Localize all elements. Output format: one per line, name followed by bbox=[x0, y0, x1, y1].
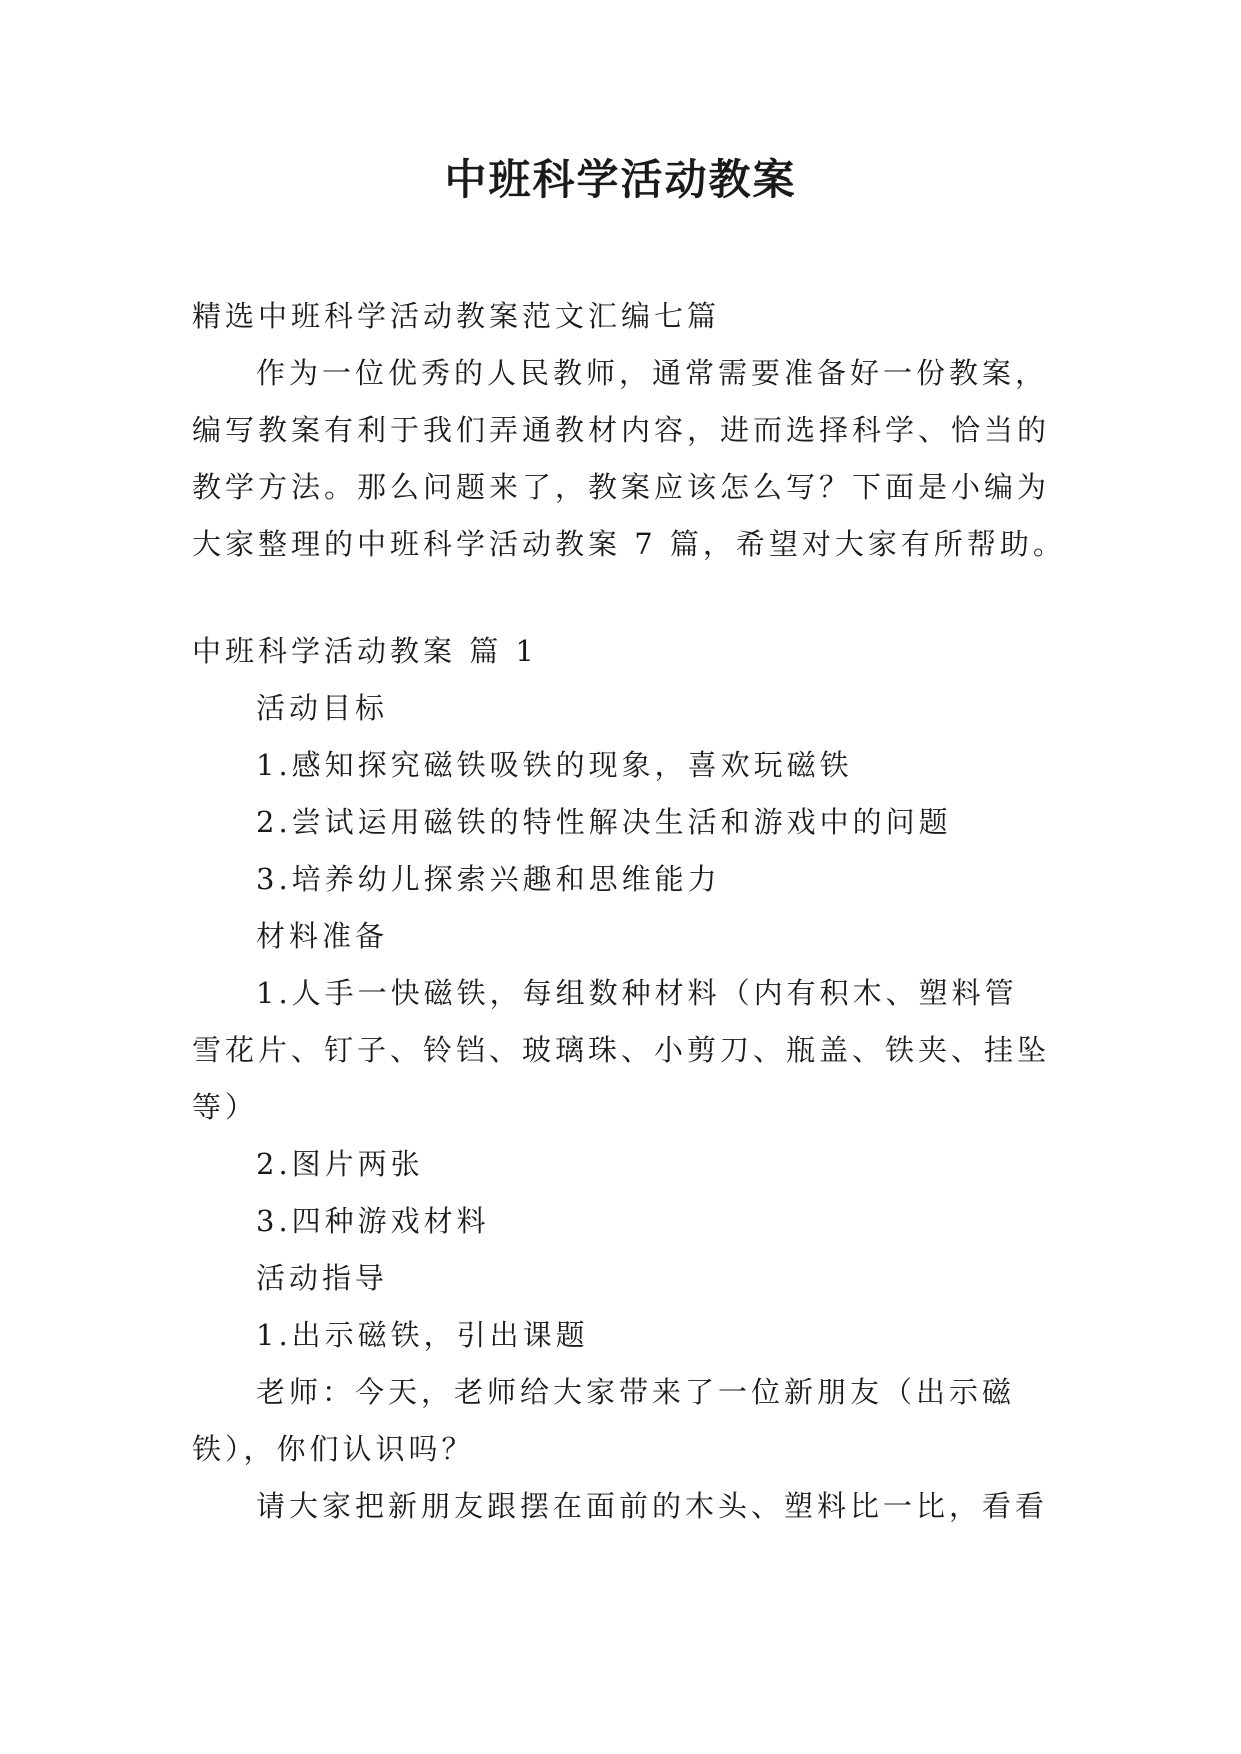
document-body bbox=[192, 288, 1066, 1535]
intro-paragraph-line: 大家整理的中班科学活动教案 7 篇，希望对大家有所帮助。 bbox=[192, 527, 1066, 561]
materials-heading: 材料准备 bbox=[256, 919, 389, 953]
paragraph-line: 请大家把新朋友跟摆在面前的木头、塑料比一比，看看 bbox=[256, 1489, 1049, 1523]
goal-item: 3.培养幼儿探索兴趣和思维能力 bbox=[256, 862, 721, 896]
page-title: 中班科学活动教案 bbox=[444, 155, 797, 204]
intro-paragraph-line: 编写教案有利于我们弄通教材内容，进而选择科学、恰当的 bbox=[192, 413, 1051, 447]
intro-paragraph-line: 作为一位优秀的人民教师，通常需要准备好一份教案， bbox=[256, 356, 1049, 390]
teacher-dialogue-line: 铁），你们认识吗？ bbox=[192, 1432, 475, 1466]
guidance-heading: 活动指导 bbox=[256, 1261, 389, 1295]
material-item: 3.四种游戏材料 bbox=[256, 1204, 490, 1238]
material-item-line: 等） bbox=[192, 1090, 259, 1124]
goal-heading: 活动目标 bbox=[256, 691, 389, 725]
teacher-dialogue-line: 老师：今天，老师给大家带来了一位新朋友（出示磁 bbox=[256, 1375, 1016, 1409]
intro-paragraph-line: 教学方法。那么问题来了，教案应该怎么写？下面是小编为 bbox=[192, 470, 1051, 504]
material-item-line: 雪花片、钉子、铃铛、玻璃珠、小剪刀、瓶盖、铁夹、挂坠 bbox=[192, 1033, 1051, 1067]
material-item-line: 1.人手一快磁铁，每组数种材料（内有积木、塑料管 bbox=[256, 976, 1018, 1010]
section-spacer bbox=[192, 573, 1052, 623]
material-item: 2.图片两张 bbox=[256, 1147, 424, 1181]
goal-item: 1.感知探究磁铁吸铁的现象，喜欢玩磁铁 bbox=[256, 748, 853, 782]
goal-item: 2.尝试运用磁铁的特性解决生活和游戏中的问题 bbox=[256, 805, 952, 839]
guidance-item: 1.出示磁铁，引出课题 bbox=[256, 1318, 589, 1352]
section-heading: 中班科学活动教案 篇 1 bbox=[192, 634, 538, 668]
document-subtitle: 精选中班科学活动教案范文汇编七篇 bbox=[192, 299, 721, 333]
